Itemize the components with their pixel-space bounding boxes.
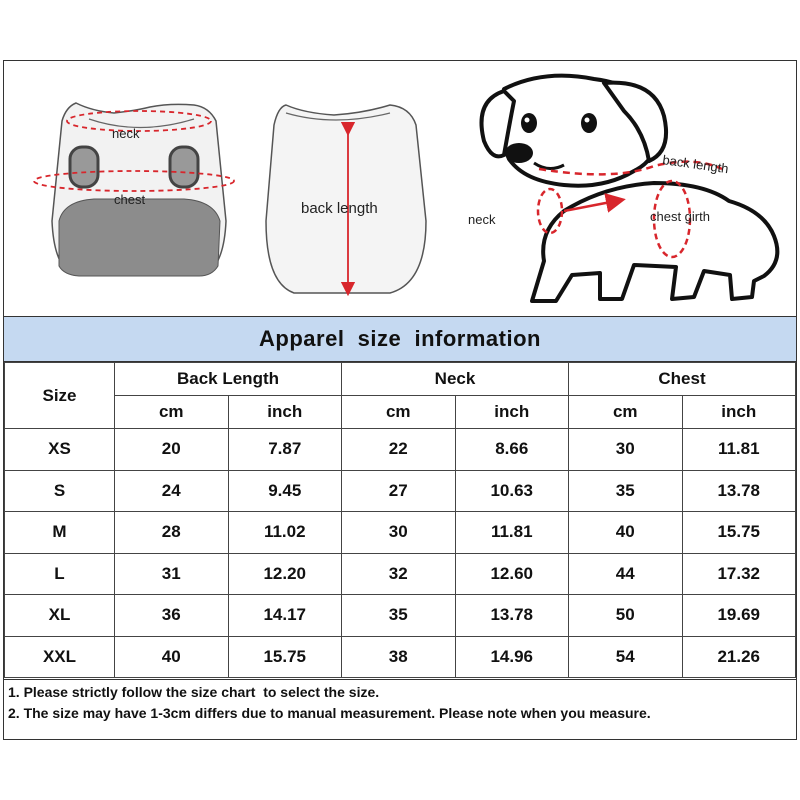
- value-cell: 31: [115, 553, 229, 595]
- unit-header: cm: [569, 396, 683, 429]
- value-cell: 35: [342, 595, 456, 637]
- value-cell: 11.02: [228, 512, 342, 554]
- value-cell: 27: [342, 470, 456, 512]
- value-cell: 11.81: [455, 512, 569, 554]
- size-header: Size: [5, 363, 115, 429]
- value-cell: 15.75: [682, 512, 796, 554]
- value-cell: 12.20: [228, 553, 342, 595]
- front-neck-label: neck: [112, 126, 140, 141]
- value-cell: 7.87: [228, 429, 342, 471]
- dog-icon: [482, 76, 778, 301]
- unit-header: inch: [682, 396, 796, 429]
- dog-chest-girth-label: chest girth: [650, 209, 710, 224]
- value-cell: 19.69: [682, 595, 796, 637]
- front-chest-label: chest: [114, 192, 146, 207]
- table-title: Apparel size information: [259, 326, 541, 351]
- group-header-chest: Chest: [569, 363, 796, 396]
- table-row: [5, 636, 796, 678]
- value-cell: 17.32: [682, 553, 796, 595]
- table-row: [5, 512, 796, 554]
- value-cell: 15.75: [228, 636, 342, 678]
- unit-header: cm: [115, 396, 229, 429]
- value-cell: 30: [569, 429, 683, 471]
- unit-header: inch: [228, 396, 342, 429]
- size-cell: L: [5, 553, 115, 595]
- value-cell: 36: [115, 595, 229, 637]
- unit-header: cm: [342, 396, 456, 429]
- shirt-back-icon: [266, 105, 426, 293]
- value-cell: 50: [569, 595, 683, 637]
- value-cell: 40: [115, 636, 229, 678]
- dog-back-length-label: back length: [661, 152, 730, 177]
- table-row: [5, 595, 796, 637]
- value-cell: 11.81: [682, 429, 796, 471]
- value-cell: 12.60: [455, 553, 569, 595]
- group-header-neck: Neck: [342, 363, 569, 396]
- value-cell: 30: [342, 512, 456, 554]
- value-cell: 22: [342, 429, 456, 471]
- value-cell: 44: [569, 553, 683, 595]
- value-cell: 38: [342, 636, 456, 678]
- value-cell: 9.45: [228, 470, 342, 512]
- size-cell: S: [5, 470, 115, 512]
- size-cell: XS: [5, 429, 115, 471]
- dog-neck-label: neck: [468, 212, 496, 227]
- back-length-label: back length: [301, 200, 378, 217]
- value-cell: 24: [115, 470, 229, 512]
- size-table: [4, 362, 796, 678]
- value-cell: 8.66: [455, 429, 569, 471]
- value-cell: 40: [569, 512, 683, 554]
- size-cell: XXL: [5, 636, 115, 678]
- table-row: [5, 470, 796, 512]
- value-cell: 35: [569, 470, 683, 512]
- value-cell: 13.78: [455, 595, 569, 637]
- group-header-back-length: Back Length: [115, 363, 342, 396]
- size-cell: XL: [5, 595, 115, 637]
- value-cell: 54: [569, 636, 683, 678]
- table-row: [5, 553, 796, 595]
- notes-section: [4, 679, 796, 739]
- value-cell: 20: [115, 429, 229, 471]
- value-cell: 13.78: [682, 470, 796, 512]
- value-cell: 28: [115, 512, 229, 554]
- value-cell: 21.26: [682, 636, 796, 678]
- table-title-banner: [4, 316, 796, 362]
- value-cell: 14.17: [228, 595, 342, 637]
- size-cell: M: [5, 512, 115, 554]
- note-line: 1. Please strictly follow the size chart to select the size.: [8, 684, 380, 700]
- illustration-panel: [4, 61, 796, 315]
- note-line: 2. The size may have 1-3cm differs due to manual measurement. Please note when you measure.: [8, 705, 651, 721]
- value-cell: 10.63: [455, 470, 569, 512]
- value-cell: 14.96: [455, 636, 569, 678]
- table-row: [5, 429, 796, 471]
- value-cell: 32: [342, 553, 456, 595]
- unit-header: inch: [455, 396, 569, 429]
